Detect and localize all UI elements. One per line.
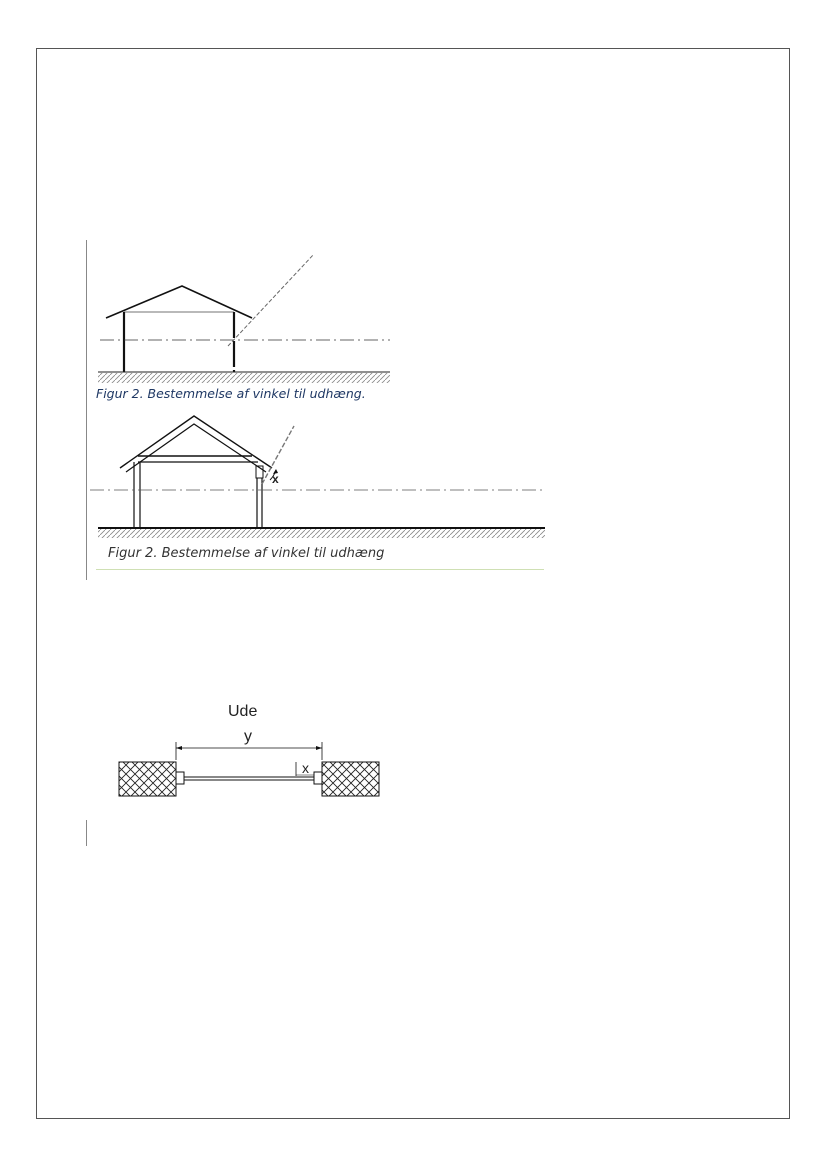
figure2-caption-rule: [96, 569, 544, 570]
figure3-outside-label: Ude: [228, 703, 258, 720]
figure1-caption: Figur 2. Bestemmelse af vinkel til udhæng.: [96, 386, 366, 401]
figure2-angle-label: x: [272, 472, 279, 486]
figure1-house: [98, 254, 390, 383]
figure2-house: [90, 416, 545, 538]
figure2-caption: Figur 2. Bestemmelse af vinkel til udhæng: [108, 546, 385, 561]
figure3-offset-label: x: [302, 760, 309, 776]
figure3-width-label: y: [244, 728, 252, 745]
figure3-window-plan: [119, 742, 379, 796]
